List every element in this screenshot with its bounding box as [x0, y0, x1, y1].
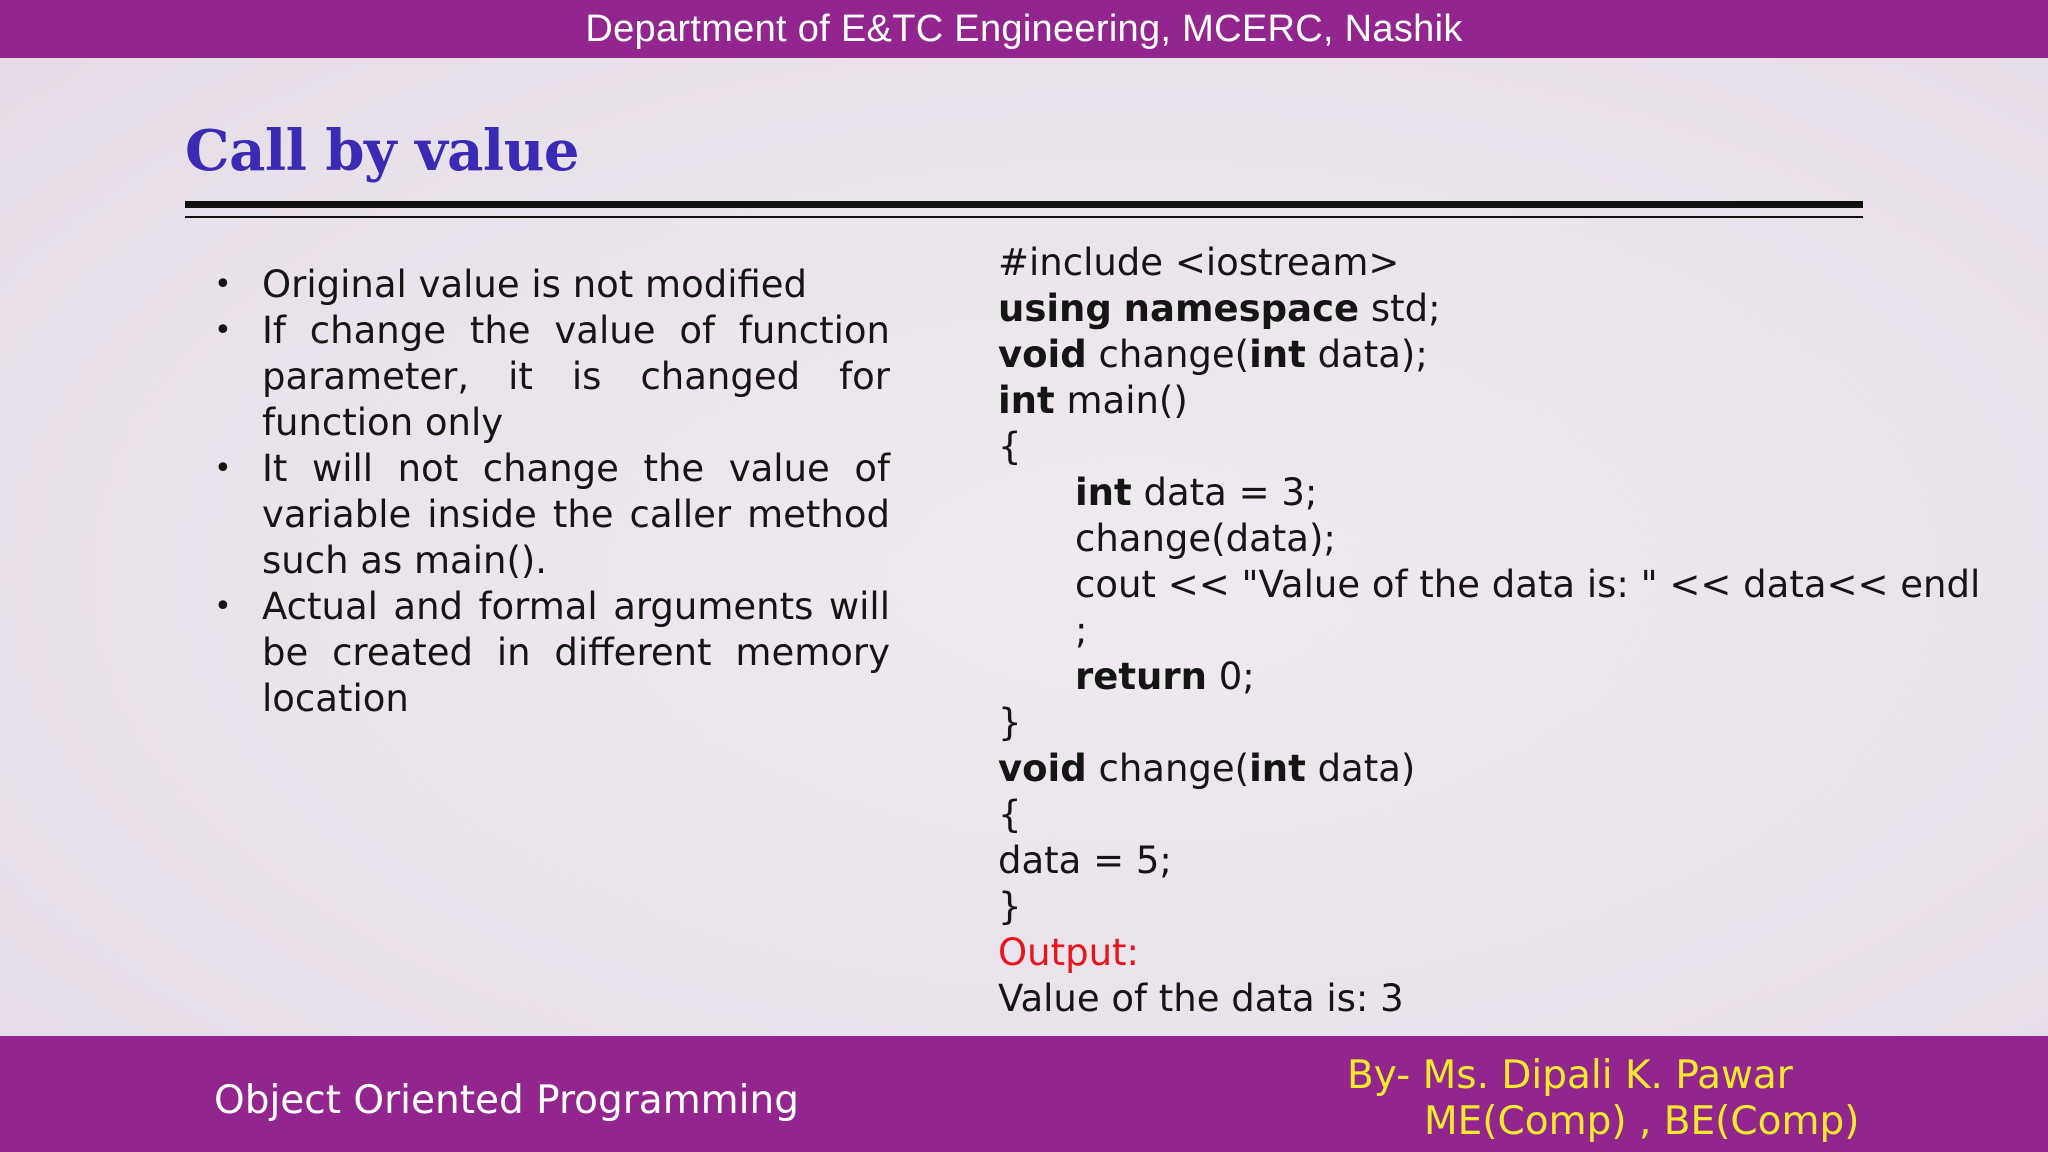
slide-title: Call by value — [185, 118, 580, 184]
code-line: { — [998, 793, 1022, 836]
department-title: Department of E&TC Engineering, MCERC, Nashik — [585, 7, 1463, 50]
author-degrees: ME(Comp) , BE(Comp) — [1424, 1099, 1860, 1144]
author-name: By- Ms. Dipali K. Pawar — [1347, 1053, 1793, 1098]
bullet-list — [210, 262, 890, 722]
code-line: change(data); — [1075, 517, 1336, 560]
output-value: Value of the data is: 3 — [998, 977, 1404, 1020]
output-label: Output: — [998, 931, 1139, 974]
code-line: void change(int data) — [998, 747, 1416, 790]
code-line: cout << "Value of the data is: " << data<< endl — [1075, 563, 1981, 606]
code-block — [998, 240, 1998, 1022]
code-line: void change(int data); — [998, 333, 1428, 376]
code-line: #include <iostream> — [998, 241, 1400, 284]
code-line: } — [998, 885, 1022, 928]
code-line: int data = 3; — [1075, 471, 1318, 514]
title-divider-thin — [185, 216, 1863, 218]
code-line: using namespace std; — [998, 287, 1441, 330]
title-divider-thick — [185, 201, 1863, 208]
bullet-item: • Original value is not modified — [210, 262, 890, 308]
course-name: Object Oriented Programming — [214, 1078, 799, 1123]
bullet-item: • Actual and formal arguments will be created in different memory location — [210, 584, 890, 722]
code-line: } — [998, 701, 1022, 744]
code-line: ; — [1075, 609, 1088, 652]
bullet-item: • If change the value of function parameter, it is changed for function only — [210, 308, 890, 446]
code-line: { — [998, 425, 1022, 468]
code-line: data = 5; — [998, 839, 1172, 882]
code-line: return 0; — [1075, 655, 1255, 698]
author-credit — [1347, 1053, 1859, 1145]
bullet-item: • It will not change the value of variable inside the caller method such as main(). — [210, 446, 890, 584]
code-line: int main() — [998, 379, 1188, 422]
header-bar — [0, 0, 2048, 58]
